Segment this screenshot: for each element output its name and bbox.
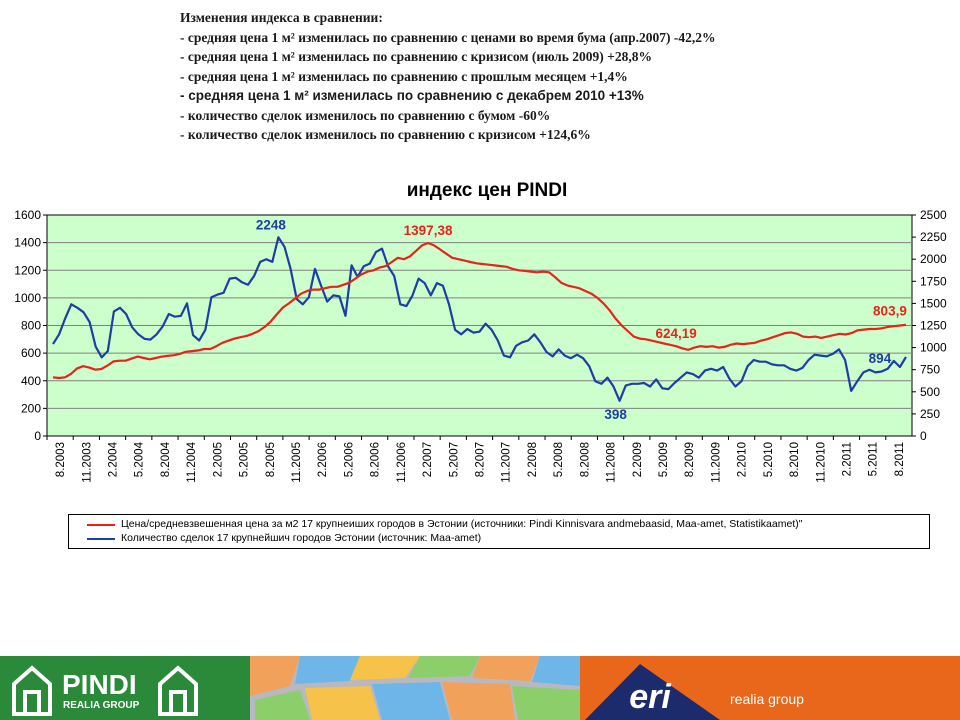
- y-left-tick-label: 0: [34, 429, 41, 443]
- y-left-tick-label: 200: [20, 401, 41, 416]
- realia-group-text: realia group: [730, 691, 804, 707]
- note-line: - средняя цена 1 м² изменилась по сравнению с кризисом (июль 2009) +28,8%: [180, 49, 652, 64]
- note-line: - средняя цена 1 м² изменилась по сравнению с декабрем 2010 +13%: [180, 88, 644, 103]
- x-tick-label: 8.2004: [159, 442, 172, 478]
- x-tick-label: 5.2005: [238, 442, 251, 478]
- y-right-tick-label: 1000: [920, 340, 947, 355]
- note-line: - средняя цена 1 м² изменилась по сравнению с ценами во время бума (апр.2007) -42,2%: [180, 29, 716, 45]
- x-tick-label: 8.2011: [893, 442, 906, 477]
- y-right-tick-label: 2250: [920, 230, 947, 245]
- x-tick-label: 8.2008: [579, 442, 592, 478]
- x-tick-label: 11.2004: [186, 442, 199, 483]
- y-right-tick-label: 2500: [920, 208, 947, 222]
- x-tick-label: 2.2011: [841, 442, 854, 477]
- y-right-tick-label: 250: [920, 406, 941, 421]
- city-map-decoration: [250, 656, 580, 720]
- x-tick-label: 5.2010: [762, 442, 775, 478]
- x-tick-label: 8.2007: [474, 442, 487, 478]
- x-tick-label: 5.2009: [657, 442, 670, 478]
- note-line: - количество сделок изменилось по сравнению с кризисом +124,6%: [180, 127, 591, 142]
- data-label: 803,9: [873, 303, 907, 319]
- data-label: 1397,38: [403, 223, 453, 239]
- y-left-tick-label: 1200: [14, 263, 41, 278]
- y-right-tick-label: 1250: [920, 318, 947, 333]
- y-left-tick-label: 400: [20, 373, 41, 388]
- y-right-tick-label: 500: [920, 384, 941, 399]
- y-left-tick-label: 800: [20, 318, 41, 333]
- legend-swatch-price: [87, 524, 115, 526]
- x-tick-label: 11.2003: [81, 442, 94, 483]
- x-tick-label: 11.2007: [500, 442, 513, 483]
- y-right-tick-label: 0: [920, 429, 927, 443]
- note-line: - количество сделок изменилось по сравнению с бумом -60%: [180, 107, 551, 123]
- legend-item-price: [121, 518, 802, 532]
- x-tick-label: 2.2005: [212, 442, 225, 478]
- data-label: 2248: [255, 217, 286, 233]
- y-left-tick-label: 1000: [14, 290, 41, 305]
- x-tick-label: 8.2006: [369, 442, 382, 478]
- eri-logo-text: eri: [629, 678, 671, 716]
- note-line: - средняя цена 1 м² изменилась по сравнению с прошлым месяцем +1,4%: [180, 68, 628, 84]
- x-tick-label: 11.2008: [605, 442, 618, 483]
- y-right-tick-label: 750: [920, 362, 941, 377]
- chart-legend: [68, 514, 930, 549]
- chart-title: индекс цен PINDI: [406, 180, 568, 201]
- x-tick-label: 11.2006: [395, 442, 408, 483]
- y-left-tick-label: 1400: [14, 235, 41, 250]
- x-tick-label: 11.2005: [291, 442, 304, 483]
- legend-label-deals: Количество сделок 17 крупнейшич городов Эстонии (источник: Maa-amet): [121, 532, 482, 544]
- y-right-tick-label: 2000: [920, 252, 947, 267]
- y-right-tick-label: 1750: [920, 274, 947, 289]
- legend-label-price: Цена/средневзвешенная цена за м2 17 крупнеиших городов в Эстонии (источники: Pindi Kinnisvara andmebaasid, Maa-amet, Statistikaamet)": [121, 518, 803, 530]
- x-tick-label: 11.2009: [710, 442, 723, 483]
- pindi-brand-sub: REALIA GROUP: [63, 700, 140, 711]
- data-label: 894: [868, 350, 892, 366]
- x-tick-label: 8.2005: [264, 442, 277, 478]
- x-tick-label: 8.2010: [789, 442, 802, 478]
- x-tick-label: 2.2007: [422, 442, 435, 478]
- x-tick-label: 11.2010: [815, 442, 828, 483]
- x-tick-label: 5.2008: [553, 442, 566, 478]
- x-tick-label: 2.2009: [631, 442, 644, 478]
- x-tick-label: 2.2004: [107, 442, 120, 478]
- notes-title: Изменения индекса в сравнении:: [180, 10, 383, 25]
- x-tick-label: 2.2006: [317, 442, 330, 478]
- x-tick-label: 5.2011: [867, 442, 880, 477]
- y-left-tick-label: 1600: [14, 208, 41, 222]
- data-label: 624,19: [655, 326, 697, 342]
- x-tick-label: 2.2008: [526, 442, 539, 478]
- x-tick-label: 8.2003: [55, 442, 68, 478]
- legend-swatch-deals: [87, 538, 115, 540]
- legend-item-deals: [121, 532, 481, 546]
- data-label: 398: [604, 406, 627, 422]
- footer-banner: [0, 656, 960, 720]
- x-tick-label: 5.2004: [133, 442, 146, 478]
- y-right-tick-label: 1500: [920, 296, 947, 311]
- x-tick-label: 5.2007: [448, 442, 461, 478]
- y-left-tick-label: 600: [20, 346, 41, 361]
- x-tick-label: 2.2010: [736, 442, 749, 478]
- x-tick-label: 8.2009: [684, 442, 697, 478]
- pindi-brand-name: PINDI: [62, 669, 137, 700]
- x-tick-label: 5.2006: [343, 442, 356, 478]
